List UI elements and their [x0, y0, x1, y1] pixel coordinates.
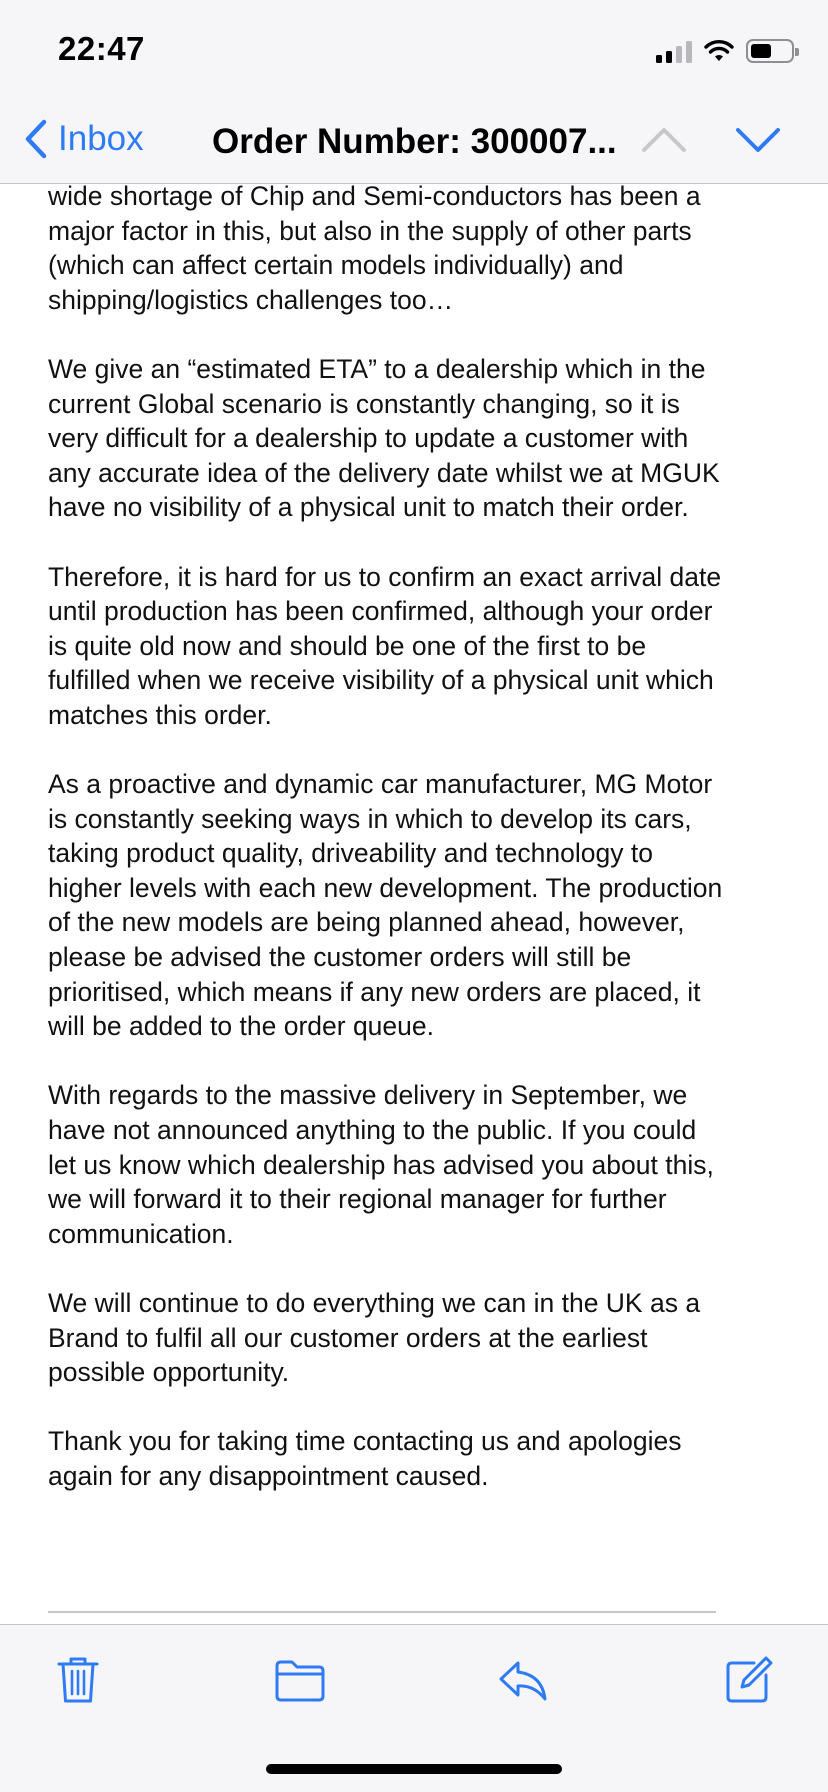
previous-message-chevron-up-icon[interactable]: [640, 122, 688, 158]
status-bar: [0, 0, 828, 100]
cellular-signal-icon: [656, 39, 692, 63]
back-label: Inbox: [58, 119, 144, 158]
back-to-inbox-button[interactable]: [22, 118, 144, 160]
status-time: 22:47: [58, 30, 145, 67]
trash-icon[interactable]: [56, 1655, 100, 1705]
status-icons: [656, 36, 794, 66]
email-paragraph-7: Thank you for taking time contacting us and apologies again for any disappointment caused.: [48, 1426, 682, 1491]
home-indicator[interactable]: [266, 1764, 562, 1774]
email-paragraph-5: With regards to the massive delivery in September, we have not announced anything to the public. If you could let us know which dealership has advised you about this, we will forward it to their regional manager for further communication.: [48, 1080, 714, 1249]
email-paragraph-4: As a proactive and dynamic car manufacturer, MG Motor is constantly seeking ways in which to develop its cars, taking product quality, driveability and technology to higher levels with each new development. The production of the new models are being planned ahead, however, please be advised the customer orders will still be prioritised, which means if any new orders are placed, it will be added to the order queue.: [48, 769, 723, 1042]
email-paragraph-2: We give an “estimated ETA” to a dealership which in the current Global scenario is constantly changing, so it is very difficult for a dealership to update a customer with any accurate idea of the delivery date whilst we at MGUK have no visibility of a physical unit to match their order.: [48, 353, 720, 523]
compose-icon[interactable]: [724, 1655, 774, 1705]
email-paragraph-6: We will continue to do everything we can in the UK as a Brand to fulfil all our customer orders at the earliest possible opportunity.: [48, 1288, 701, 1388]
chevron-left-icon: [22, 118, 50, 160]
email-paragraph-3: Therefore, it is hard for us to confirm an exact arrival date until production has been confirmed, although your order is quite old now and should be one of the first to be fulfilled when we receive visibility of a physical unit which matches this order.: [48, 561, 722, 730]
folder-icon[interactable]: [274, 1659, 326, 1703]
email-body: [48, 184, 728, 1624]
wifi-icon: [704, 39, 734, 63]
nav-bar: [0, 100, 828, 184]
signature-divider: [48, 1611, 716, 1613]
email-subject-title: Order Number: 300007...: [212, 122, 617, 161]
battery-icon: [746, 39, 794, 63]
reply-icon[interactable]: [498, 1659, 548, 1703]
next-message-chevron-down-icon[interactable]: [734, 122, 782, 158]
email-paragraph-1: wide shortage of Chip and Semi-conductors has been a major factor in this, but also in the supply of other parts (which can affect certain models individually) and shipping/logistics challenges too…: [48, 184, 701, 315]
